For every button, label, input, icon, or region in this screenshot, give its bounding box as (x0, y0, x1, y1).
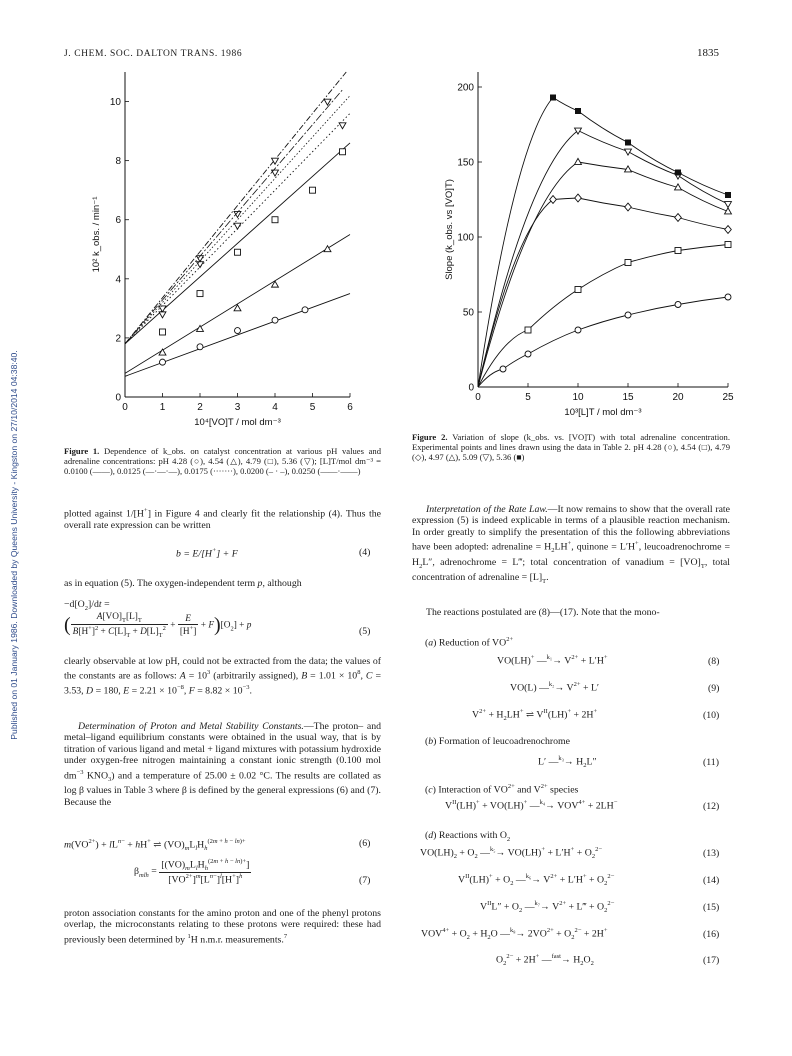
x-tick-label: 10 (572, 392, 584, 403)
equation-number: (7) (359, 875, 371, 886)
y-tick-label: 10 (109, 97, 121, 109)
equation-6: $m(VO^{2+}) + lL^{n-} + hH^+$ ⇌ $(VO)_mL_lH_h^{(2m + h - ln)+}$ (64, 838, 246, 853)
y-tick-label: 0 (468, 382, 474, 394)
data-point (550, 95, 556, 101)
x-tick-label: 5 (309, 402, 316, 413)
reaction-9: VO(L) —$^{k_2}$→ $V^{2+} + L'$ (510, 681, 600, 694)
data-point (197, 344, 203, 350)
series-curve (478, 98, 728, 388)
equation-number: (13) (703, 848, 720, 859)
equation-number: (8) (708, 656, 720, 667)
x-axis-label: 10³[L]T / mol dm⁻³ (564, 407, 642, 418)
section-heading: (a) Reduction of $VO^{2+}$ (425, 636, 514, 649)
figure1-caption-text: Dependence of k_obs. on catalyst concentration at various pH values and adrenaline concentrations: pH 4.28 (○), 4.54 (△), 4.79 (□), 5.36 (▽); [L]T/mol dm⁻³ = 0.0100 (——), 0.0125 (—·—·—), 0.0175 (·······), 0.0200 (– · –), 0.0250 (——·——) (64, 446, 382, 477)
data-point (675, 248, 681, 254)
data-point (235, 328, 241, 334)
data-point (675, 170, 681, 176)
figure2-plot (444, 72, 734, 418)
figure2-caption-label: Figure 2. (412, 432, 448, 442)
equation-number: (16) (703, 929, 720, 940)
data-point (625, 312, 631, 318)
data-point (625, 260, 631, 266)
data-point (159, 306, 166, 312)
data-point (575, 194, 582, 202)
equation-number: (15) (703, 902, 720, 913)
reaction-12: $V^{II}(LH)^+ + VO(LH)^+$ —$^{k_4}$→ $VOV^{4+} + 2LH^-$ (445, 799, 618, 812)
y-tick-label: 2 (115, 333, 121, 345)
equation-number: (9) (708, 683, 720, 694)
data-point (575, 287, 581, 293)
series-curve (478, 297, 728, 387)
figure2-caption (412, 432, 730, 463)
data-point (339, 123, 346, 129)
equation-number: (11) (703, 757, 719, 768)
y-axis-label: Slope (k_obs. vs [VO]T) (444, 179, 455, 280)
y-tick-label: 4 (115, 274, 121, 286)
data-point (725, 202, 732, 208)
x-tick-label: 20 (672, 392, 684, 403)
x-tick-label: 15 (622, 392, 634, 403)
y-tick-label: 50 (462, 307, 474, 319)
page-number: 1835 (697, 47, 719, 59)
body-paragraph: proton association constants for the amino proton and one of the phenyl protons overlap, the microconstants relating to these protons were required: these had previously been determined by $^1$H n.m.r. measurements.$^7$ (64, 908, 381, 946)
figure1-plot (91, 72, 353, 428)
download-watermark: Published on 01 January 1986. Downloaded by Queens University - Kingston on 27/10/2014 04:38:40. (9, 350, 19, 740)
data-point (525, 351, 531, 357)
data-point (575, 158, 582, 164)
section-heading: (c) Interaction of $VO^{2+}$ and $V^{2+}$ species (425, 783, 579, 796)
data-point (675, 214, 682, 222)
data-point (235, 249, 241, 255)
x-tick-label: 1 (159, 402, 166, 413)
data-point (197, 291, 203, 297)
fit-line (125, 143, 350, 344)
x-tick-label: 25 (722, 392, 734, 403)
data-point (550, 196, 557, 204)
x-tick-label: 0 (475, 392, 481, 403)
equation-number: (12) (703, 801, 720, 812)
x-tick-label: 3 (234, 402, 241, 413)
x-tick-label: 4 (272, 402, 278, 413)
data-point (625, 203, 632, 211)
figure2-caption-text: Variation of slope (k_obs. vs. [VO]T) with total adrenaline concentration. Experimental points and lines drawn using the data in Table 2. pH 4.28 (○), 4.54 (□), 4.79 (◇), 4.97 (△), 5.09 (▽), 5.36 (■) (412, 432, 730, 463)
y-tick-label: 100 (457, 232, 474, 244)
data-point (725, 192, 731, 198)
data-point (575, 327, 581, 333)
x-tick-label: 6 (347, 402, 353, 413)
figure2-chart (420, 62, 750, 437)
series-curve (478, 198, 728, 387)
fit-line (125, 72, 346, 344)
data-point (675, 302, 681, 308)
body-paragraph: Interpretation of the Rate Law.—It now remains to show that the overall rate expression (5) is indeed explicable in terms of a plausible reaction mechanism. In order greatly to simplify the presentation of this the following abbreviations have been adopted: adrenaline = $H_2LH^+$, quinone = L′H+, leucoadrenochrome = $H_2L''$, adrenochrome = L‴; total concentration of vanadium = $[VO]_T$, total concentration of adrenaline = $[L]_T$. (412, 504, 731, 586)
fit-line (125, 90, 343, 344)
reaction-11: L′ —$^{k_3}$→ $H_2L''$ (538, 755, 597, 770)
x-tick-label: 0 (122, 402, 128, 413)
x-tick-label: 5 (525, 392, 531, 403)
data-point (500, 366, 506, 372)
data-point (725, 294, 731, 300)
reaction-14: $V^{II}(LH)^+ + O_2$ —$^{k_6}$→ $V^{2+} + L'H^+ + O_2^{2-}$ (458, 873, 615, 888)
y-tick-label: 0 (115, 392, 121, 404)
equation-number: (4) (359, 547, 371, 558)
reaction-15: $V^{II}L'' + O_2$ —$^{k_7}$→ $V^{2+}$ + L‴ + $O_2^{2-}$ (480, 900, 615, 915)
data-point (725, 226, 732, 234)
data-point (725, 242, 731, 248)
data-point (625, 140, 631, 146)
data-point (302, 307, 308, 313)
equation-5-lhs: $-d[O_2]/dt$ = (64, 599, 110, 612)
equation-5: ( $\frac{A[VO]_T[L]_T}{B[H^+]^2 + C[L]_T + D[L]_T^2}$ + $\frac{E}{[H^+]}$ + $F)[O_2] + p$ (64, 612, 252, 639)
reaction-8: VO(LH)+ —$^{k_1}$→ $V^{2+} + L'H^+$ (497, 654, 608, 667)
x-axis-label: 10⁴[VO]T / mol dm⁻³ (194, 417, 281, 428)
equation-number: (6) (359, 838, 371, 849)
body-paragraph: Determination of Proton and Metal Stability Constants.—The proton– and metal–ligand equilibrium constants were obtained in the usual way, that is by titration of various ligand and metal + ligand mixtures with potassium hydroxide under oxygen-free nitrogen maintaining a constant ionic strength (0.100 mol $dm^{-3}$ $KNO_3$) and a temperature of 25.00 ± 0.02 °C. The results are collated as log β values in Table 3 where β is defined by the general expressions (6) and (7). Because the (64, 721, 381, 808)
data-point (625, 149, 632, 155)
body-paragraph: as in equation (5). The oxygen-independent term p, although (64, 578, 302, 589)
equation-number: (10) (703, 710, 720, 721)
data-point (272, 217, 278, 223)
data-point (575, 128, 582, 134)
y-tick-label: 6 (115, 215, 121, 227)
reaction-13: $VO(LH)_2 + O_2$ —$^{k_5}$→ $VO(LH)^+ + L'H^+ + O_2^{2-}$ (420, 846, 602, 861)
reaction-10: $V^{2+} + H_2LH^+$ ⇌ $V^{II}(LH)^+ + 2H^+$ (472, 708, 598, 723)
y-axis-label: 10² k_obs. / min⁻¹ (91, 196, 102, 273)
data-point (272, 317, 278, 323)
reaction-17: $O_2^{2-} + 2H^+$ —$^{fast}$→ $H_2O_2$ (496, 953, 594, 968)
y-tick-label: 8 (115, 156, 121, 168)
data-point (310, 187, 316, 193)
series-curve (478, 131, 728, 388)
body-paragraph: clearly observable at low pH, could not be extracted from the data; the values of the constants are as follows: $A = 10^3$ (arbitrarily assigned), $B = 1.01 \times 10^8$, C = 3.53, D = 180, $E = 2.21 \times 10^{-8}$, $F = 8.82 \times 10^{-3}$. (64, 656, 381, 697)
figure1-caption (64, 446, 381, 477)
data-point (340, 149, 346, 155)
y-tick-label: 200 (457, 82, 474, 94)
section-heading: (d) Reactions with $O_2$ (425, 830, 511, 843)
data-point (160, 359, 166, 365)
running-header: J. CHEM. SOC. DALTON TRANS. 1986 (64, 49, 243, 59)
equation-number: (14) (703, 875, 720, 886)
equation-number: (5) (359, 626, 371, 637)
body-paragraph: The reactions postulated are (8)—(17). Note that the mono- (426, 607, 660, 618)
data-point (525, 327, 531, 333)
data-point (272, 158, 279, 164)
equation-number: (17) (703, 955, 720, 966)
data-point (575, 108, 581, 114)
reaction-16: $VOV^{4+} + O_2 + H_2O$ —$^{k_8}$→ $2VO^{2+} + O_2^{2-} + 2H^+$ (421, 927, 608, 942)
equation-7: $\beta_{mlh}$ = $\frac{[(VO)_mL_lH_h^{(2m + h - ln)+}]}{[VO^{2+}]^m[L^{n-}]^l[H^+]^h}$ (134, 858, 250, 886)
body-paragraph: plotted against 1/[H+] in Figure 4 and clearly fit the relationship (4). Thus the overall rate expression can be written (64, 507, 381, 531)
x-tick-label: 2 (197, 402, 203, 413)
y-tick-label: 150 (457, 157, 474, 169)
data-point (160, 329, 166, 335)
figure1-chart (75, 62, 375, 437)
data-point (159, 312, 166, 318)
equation-4: b = E/[H+] + F (176, 547, 238, 560)
section-heading: (b) Formation of leucoadrenochrome (425, 736, 571, 747)
figure1-caption-label: Figure 1. (64, 446, 100, 456)
